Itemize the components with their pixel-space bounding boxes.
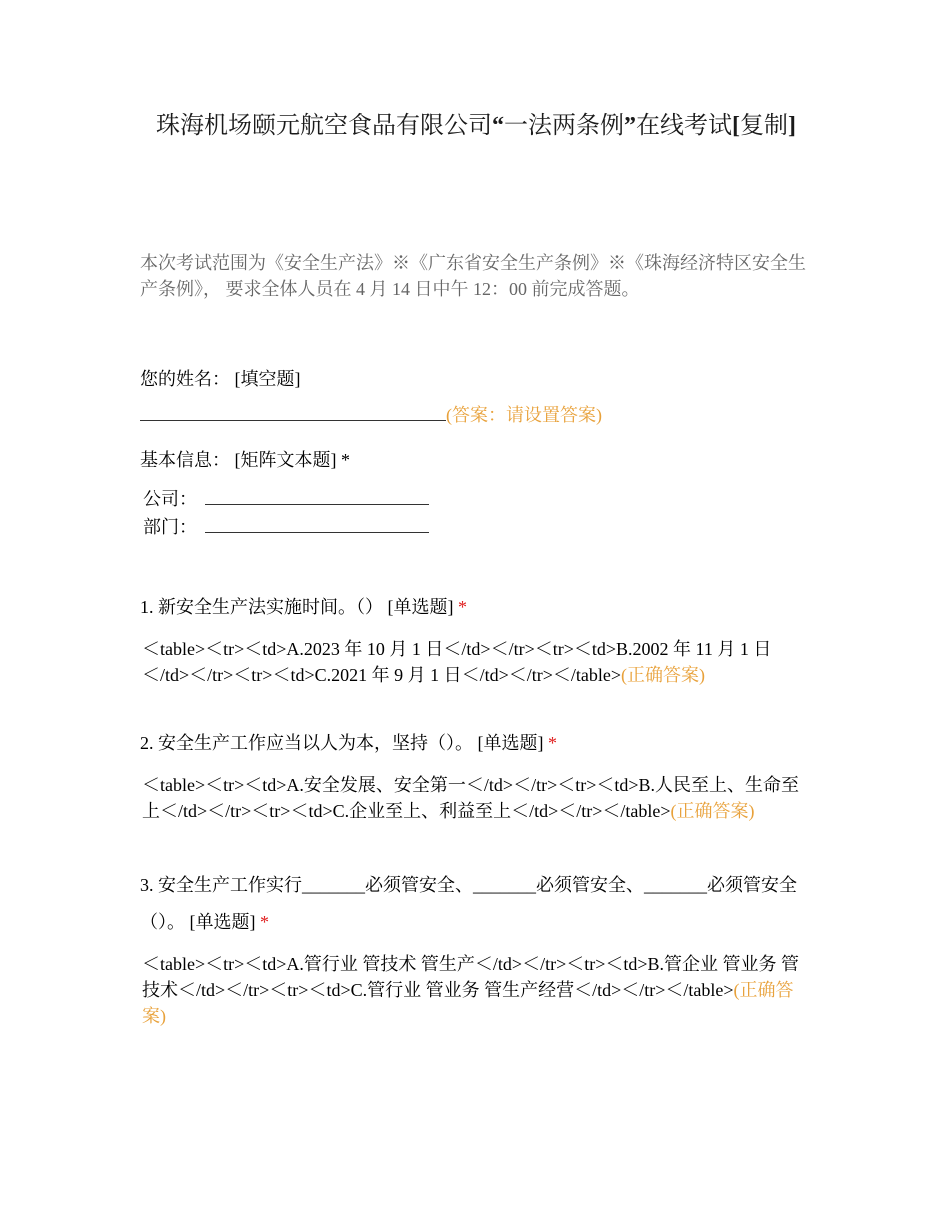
name-blank[interactable]: [140, 402, 446, 421]
title-copy: 复制: [740, 113, 788, 139]
question-text: 1. 新安全生产法实施时间。（）: [140, 597, 383, 617]
options-text: ＜table>＜tr>＜td>A.管行业 管技术 管生产＜/td>＜/tr>＜tr>＜td>B.管企业 管业务 管技术＜/td>＜/tr>＜tr>＜td>C.管行业 管业务 管生产经营＜/td>＜/tr>＜/table>: [142, 954, 800, 1000]
basic-info-question: [140, 447, 812, 541]
name-answer-hint: (答案：请设置答案): [446, 405, 602, 425]
question-stem: [140, 867, 812, 941]
question-stem: [140, 730, 812, 756]
question-type: [单选题]: [387, 597, 454, 617]
question-options: [142, 951, 812, 1029]
required-mark: *: [548, 733, 557, 753]
question-options: [142, 636, 812, 688]
question-text: 3. 安全生产工作实行_______必须管安全、_______必须管安全、_______必须管安全（）。: [140, 875, 797, 932]
company-blank[interactable]: [205, 486, 429, 505]
exam-intro: 本次考试范围为《安全生产法》※《广东省安全生产条例》※《珠海经济特区安全生产条例》， 要求全体人员在 4 月 14 日中午 12：00 前完成答题。: [140, 253, 806, 299]
options-text: ＜table>＜tr>＜td>A.2023 年 10 月 1 日＜/td>＜/tr>＜tr>＜td>B.2002 年 11 月 1 日＜/td>＜/tr>＜tr>＜td>C.2021 年 9 月 1 日＜/td>＜/tr>＜/table>: [142, 639, 772, 685]
name-question-stem: [140, 366, 812, 392]
question-stem: [140, 594, 812, 620]
title-main: 珠海机场颐元航空食品有限公司: [156, 113, 492, 139]
correct-answer-label: (正确答案): [621, 665, 706, 685]
question-2: [140, 730, 812, 824]
basic-info-label: 基本信息：: [140, 450, 230, 470]
name-question: [140, 366, 812, 428]
title-copy-open: [: [732, 113, 740, 139]
page-title: [140, 104, 812, 148]
title-copy-close: ]: [788, 113, 796, 139]
matrix-row-company: [143, 485, 812, 513]
title-law-name: 一法两条例: [504, 113, 624, 139]
required-mark: *: [458, 597, 467, 617]
basic-info-required: *: [341, 450, 350, 470]
question-type: [单选题]: [189, 912, 256, 932]
title-tail: 在线考试: [636, 113, 732, 139]
question-3: [140, 867, 812, 1029]
matrix-row-department: [143, 513, 812, 541]
title-quote-close: ”: [624, 113, 636, 139]
basic-info-stem: [140, 447, 812, 473]
name-question-label: 您的姓名：: [140, 369, 230, 389]
question-1: [140, 594, 812, 688]
name-question-type: [填空题]: [234, 369, 301, 389]
question-type: [单选题]: [477, 733, 544, 753]
name-answer-line: [140, 402, 812, 428]
question-text: 2. 安全生产工作应当以人为本，坚持（）。: [140, 733, 473, 753]
correct-answer-label: (正确答案): [142, 980, 794, 1026]
correct-answer-label: (正确答案): [670, 801, 755, 821]
basic-info-type: [矩阵文本题]: [234, 450, 337, 470]
department-blank[interactable]: [205, 514, 429, 533]
matrix-row-label: 部门：: [143, 517, 197, 537]
question-options: [142, 772, 812, 824]
required-mark: *: [260, 912, 269, 932]
matrix-row-label: 公司：: [143, 489, 197, 509]
title-quote-open: “: [492, 113, 504, 139]
options-text: ＜table>＜tr>＜td>A.安全发展、安全第一＜/td>＜/tr>＜tr>＜td>B.人民至上、生命至上＜/td>＜/tr>＜tr>＜td>C.企业至上、利益至上＜/td>＜/tr>＜/table>: [142, 775, 800, 821]
